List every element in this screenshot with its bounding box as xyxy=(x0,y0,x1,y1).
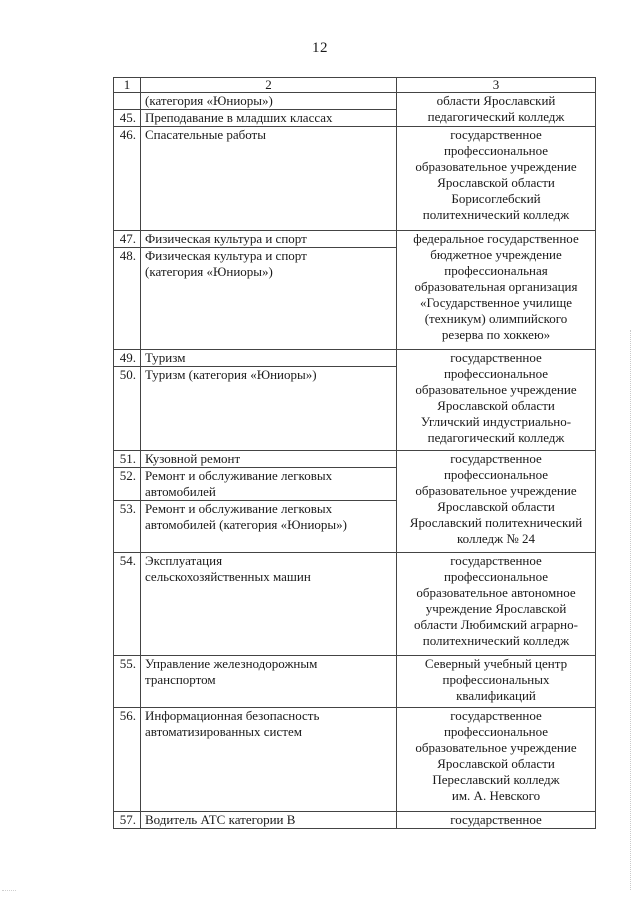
table-row xyxy=(114,127,596,231)
table-row xyxy=(114,812,596,829)
row-number: 47. xyxy=(114,231,141,248)
row-number: 45. xyxy=(114,110,141,127)
org-cell: федеральное государственное бюджетное учреждение профессиональная образовательная организация «Государственное училище (техникум) олимпийского резерва по хоккею» xyxy=(397,231,596,350)
table-row xyxy=(114,553,596,656)
table-header-row xyxy=(114,78,596,93)
row-number: 52. xyxy=(114,468,141,501)
row-number: 57. xyxy=(114,812,141,829)
row-number: 51. xyxy=(114,451,141,468)
row-name: Ремонт и обслуживание легковых автомобилей (категория «Юниоры») xyxy=(141,501,397,553)
row-number: 49. xyxy=(114,350,141,367)
row-number: 55. xyxy=(114,656,141,708)
org-cell: государственное профессиональное образовательное учреждение Ярославской области Угличский индустриально- педагогический колледж xyxy=(397,350,596,451)
table-row xyxy=(114,350,596,367)
row-name: Ремонт и обслуживание легковых автомобилей xyxy=(141,468,397,501)
org-cell: государственное профессиональное образовательное автономное учреждение Ярославской области Любимский аграрно- политехнический колледж xyxy=(397,553,596,656)
header-col-1: 1 xyxy=(114,78,141,93)
row-number: 53. xyxy=(114,501,141,553)
org-cell: государственное профессиональное образовательное учреждение Ярославской области Борисоглебский политехнический колледж xyxy=(397,127,596,231)
row-number xyxy=(114,93,141,110)
org-cell: области Ярославский педагогический колледж xyxy=(397,93,596,127)
org-cell: государственное профессиональное образовательное учреждение Ярославской области Переславский колледж им. А. Невского xyxy=(397,708,596,812)
row-name: Водитель АТС категории В xyxy=(141,812,397,829)
table-row xyxy=(114,451,596,468)
row-number: 46. xyxy=(114,127,141,231)
specialties-table xyxy=(113,77,596,829)
row-number: 48. xyxy=(114,248,141,350)
row-name: Физическая культура и спорт xyxy=(141,231,397,248)
table-row xyxy=(114,93,596,110)
header-col-2: 2 xyxy=(141,78,397,93)
header-col-3: 3 xyxy=(397,78,596,93)
row-number: 56. xyxy=(114,708,141,812)
org-cell: Северный учебный центр профессиональных квалификаций xyxy=(397,656,596,708)
row-name: Преподавание в младших классах xyxy=(141,110,397,127)
table-row xyxy=(114,656,596,708)
scan-corner-marks xyxy=(2,890,16,894)
row-name: Управление железнодорожным транспортом xyxy=(141,656,397,708)
row-name: Спасательные работы xyxy=(141,127,397,231)
page-number: 12 xyxy=(312,40,328,56)
row-name: Кузовной ремонт xyxy=(141,451,397,468)
row-name: Информационная безопасность автоматизированных систем xyxy=(141,708,397,812)
row-name: Туризм xyxy=(141,350,397,367)
row-name: (категория «Юниоры») xyxy=(141,93,397,110)
row-name: Физическая культура и спорт (категория «Юниоры») xyxy=(141,248,397,350)
scan-edge-marks xyxy=(630,330,634,890)
table-row xyxy=(114,708,596,812)
org-cell: государственное профессиональное образовательное учреждение Ярославской области Ярославский политехнический колледж № 24 xyxy=(397,451,596,553)
row-name: Туризм (категория «Юниоры») xyxy=(141,367,397,451)
row-number: 50. xyxy=(114,367,141,451)
org-cell: государственное xyxy=(397,812,596,829)
table-row xyxy=(114,231,596,248)
row-name: Эксплуатация сельскохозяйственных машин xyxy=(141,553,397,656)
row-number: 54. xyxy=(114,553,141,656)
